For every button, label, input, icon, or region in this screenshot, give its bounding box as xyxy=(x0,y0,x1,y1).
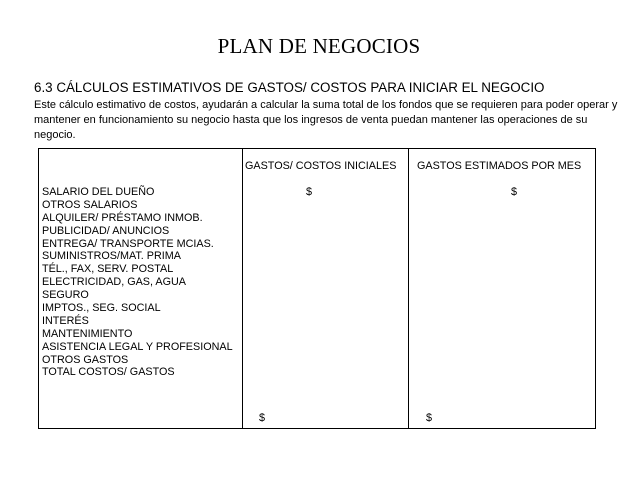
expense-item: ALQUILER/ PRÉSTAMO INMOB. xyxy=(42,211,203,224)
expense-item: MANTENIMIENTO xyxy=(42,327,133,340)
expense-item-list xyxy=(42,186,233,379)
initial-total-dollar-sign: $ xyxy=(259,412,266,424)
description-paragraph xyxy=(34,98,618,143)
expense-item: OTROS SALARIOS xyxy=(42,198,138,211)
expense-item: SEGURO xyxy=(42,289,89,302)
cost-estimate-table xyxy=(38,148,596,429)
description-line-3: negocio. xyxy=(34,129,76,141)
expense-item: SUMINISTROS/MAT. PRIMA xyxy=(42,250,181,263)
monthly-total-dollar-sign: $ xyxy=(426,412,433,424)
expense-item: INTERÉS xyxy=(42,314,89,327)
column-divider-initial xyxy=(242,149,243,428)
section-heading: 6.3 CÁLCULOS ESTIMATIVOS DE GASTOS/ COSTOS PARA INICIAR EL NEGOCIO xyxy=(34,80,545,95)
description-line-2: mantener en funcionamiento su negocio hasta que los ingresos de venta puedan mantener las operaciones de su xyxy=(34,114,588,126)
monthly-costs-header: GASTOS ESTIMADOS POR MES xyxy=(417,160,582,172)
page-title: PLAN DE NEGOCIOS xyxy=(217,34,421,58)
initial-costs-dollar-sign: $ xyxy=(306,186,313,198)
column-divider-monthly xyxy=(408,149,409,428)
expense-item: PUBLICIDAD/ ANUNCIOS xyxy=(42,224,170,237)
expense-item: ENTREGA/ TRANSPORTE MCIAS. xyxy=(42,237,214,250)
expense-item: ASISTENCIA LEGAL Y PROFESIONAL xyxy=(42,340,233,353)
monthly-costs-dollar-sign: $ xyxy=(511,186,518,198)
expense-item: IMPTOS., SEG. SOCIAL xyxy=(42,302,161,315)
expense-item: TÉL., FAX, SERV. POSTAL xyxy=(42,263,174,276)
expense-item: ELECTRICIDAD, GAS, AGUA xyxy=(42,276,186,289)
initial-costs-header: GASTOS/ COSTOS INICIALES xyxy=(245,160,397,172)
expense-item: SALARIO DEL DUEÑO xyxy=(42,186,155,198)
expense-item: OTROS GASTOS xyxy=(42,353,129,366)
description-line-1: Este cálculo estimativo de costos, ayudarán a calcular la suma total de los fondos que se requieren para poder operar y xyxy=(34,99,618,111)
expense-total-item: TOTAL COSTOS/ GASTOS xyxy=(42,366,175,379)
